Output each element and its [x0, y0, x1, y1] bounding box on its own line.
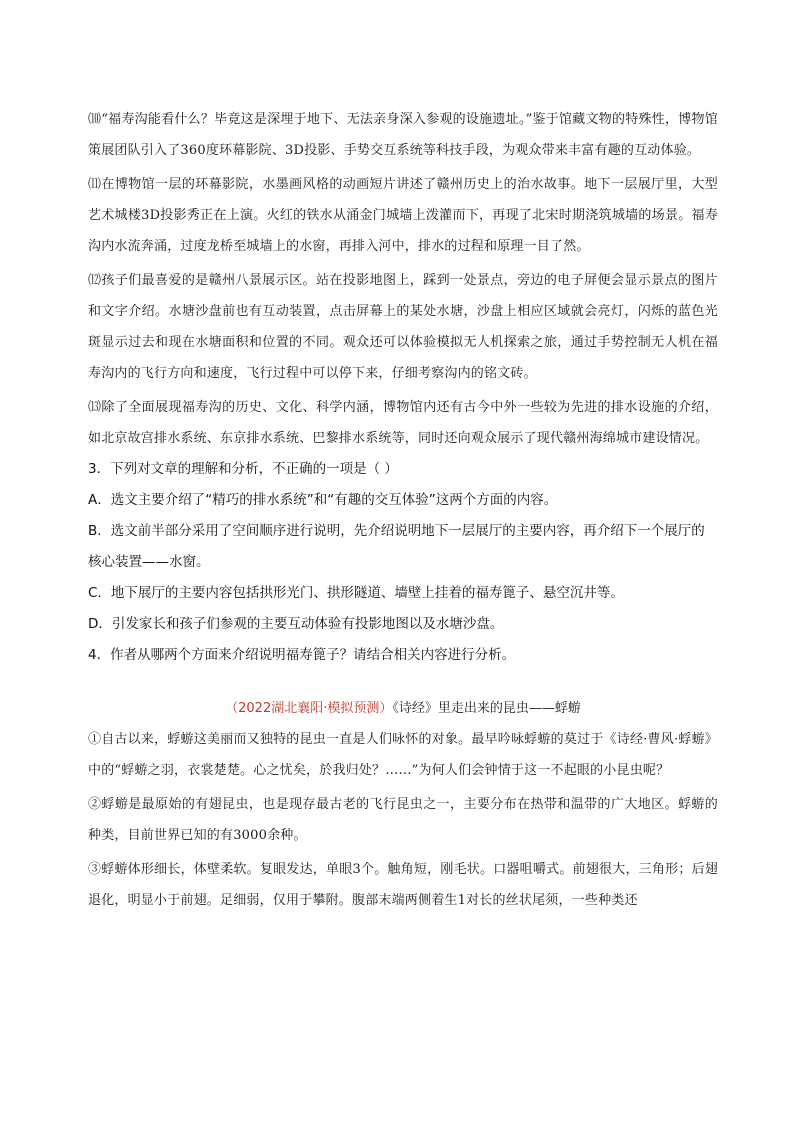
article-2-title: 《诗经》里走出来的昆虫——蜉蝣 [392, 701, 581, 716]
paragraph-11: ⑾在博物馆一层的环幕影院，水墨画风格的动画短片讲述了赣州历史上的治水故事。地下一层展厅里，大型艺术城楼3D投影秀正在上演。火红的铁水从涌金门城墙上泼灌而下，再现了北宋时期浇筑城墙的场景。福寿沟内水流奔涌，过度龙桥至城墙上的水窗，再排入河中，排水的过程和原理一目了然。 [88, 177, 718, 254]
article-2-heading [88, 693, 718, 724]
article-2-paragraph-2: ②蜉蝣是最原始的有翅昆虫，也是现存最古老的飞行昆虫之一，主要分布在热带和温带的广大地区。蜉蝣的种类，目前世界已知的有3000余种。 [88, 797, 718, 843]
option-c: C．地下展厅的主要内容包括拱形光门、拱形隧道、墙壁上挂着的福寿篦子、悬空沉井等。 [88, 585, 624, 601]
source-tag: （2022湖北襄阳·模拟预测） [225, 701, 393, 716]
option-d: D．引发家长和孩子们参观的主要互动体验有投影地图以及水塘沙盘。 [88, 616, 504, 632]
option-b: B．选文前半部分采用了空间顺序进行说明，先介绍说明地下一层展厅的主要内容，再介绍下一个展厅的核心装置——水窗。 [88, 523, 705, 570]
paragraph-10: ⑽“福寿沟能看什么？毕竟这是深埋于地下、无法亲身深入参观的设施遗址。”鉴于馆藏文物的特殊性，博物馆策展团队引入了360度环幕影院、3D投影、手势交互系统等科技手段，为观众带来丰富有趣的互动体验。 [88, 112, 718, 158]
article-2-paragraph-1: ①自古以来，蜉蝣这美丽而又独特的昆虫一直是人们咏怀的对象。最早吟咏蜉蝣的莫过于《诗经·曹风·蜉蝣》中的“蜉蝣之羽，衣裳楚楚。心之忧矣，於我归处？……”为何人们会钟情于这一不起眼的小昆虫呢？ [88, 732, 718, 778]
page-content [88, 104, 718, 916]
paragraph-13: ⒀除了全面展现福寿沟的历史、文化、科学内涵，博物馆内还有古今中外一些较为先进的排水设施的介绍，如北京故宫排水系统、东京排水系统、巴黎排水系统等，同时还向观众展示了现代赣州海绵城市建设情况。 [88, 400, 718, 446]
option-a: A．选文主要介绍了“精巧的排水系统”和“有趣的交互体验”这两个方面的内容。 [88, 492, 558, 508]
question-3: 3．下列对文章的理解和分析，不正确的一项是（ ） [88, 461, 398, 477]
article-2-paragraph-3: ③蜉蝣体形细长，体壁柔软。复眼发达，单眼3个。触角短，刚毛状。口器咀嚼式。前翅很大，三角形；后翅退化，明显小于前翅。足细弱，仅用于攀附。腹部末端两侧着生1对长的丝状尾须，一些种类还 [88, 862, 718, 908]
question-4: 4．作者从哪两个方面来介绍说明福寿篦子？请结合相关内容进行分析。 [88, 647, 516, 663]
paragraph-12: ⑿孩子们最喜爱的是赣州八景展示区。站在投影地图上，踩到一处景点，旁边的电子屏便会显示景点的图片和文字介绍。水塘沙盘前也有互动装置，点击屏幕上的某处水塘，沙盘上相应区域就会亮灯，闪烁的蓝色光斑显示过去和现在水塘面积和位置的不同。观众还可以体验模拟无人机探索之旅，通过手势控制无人机在福寿沟内的飞行方向和速度，飞行过程中可以停下来，仔细考察沟内的铭文砖。 [88, 273, 718, 381]
